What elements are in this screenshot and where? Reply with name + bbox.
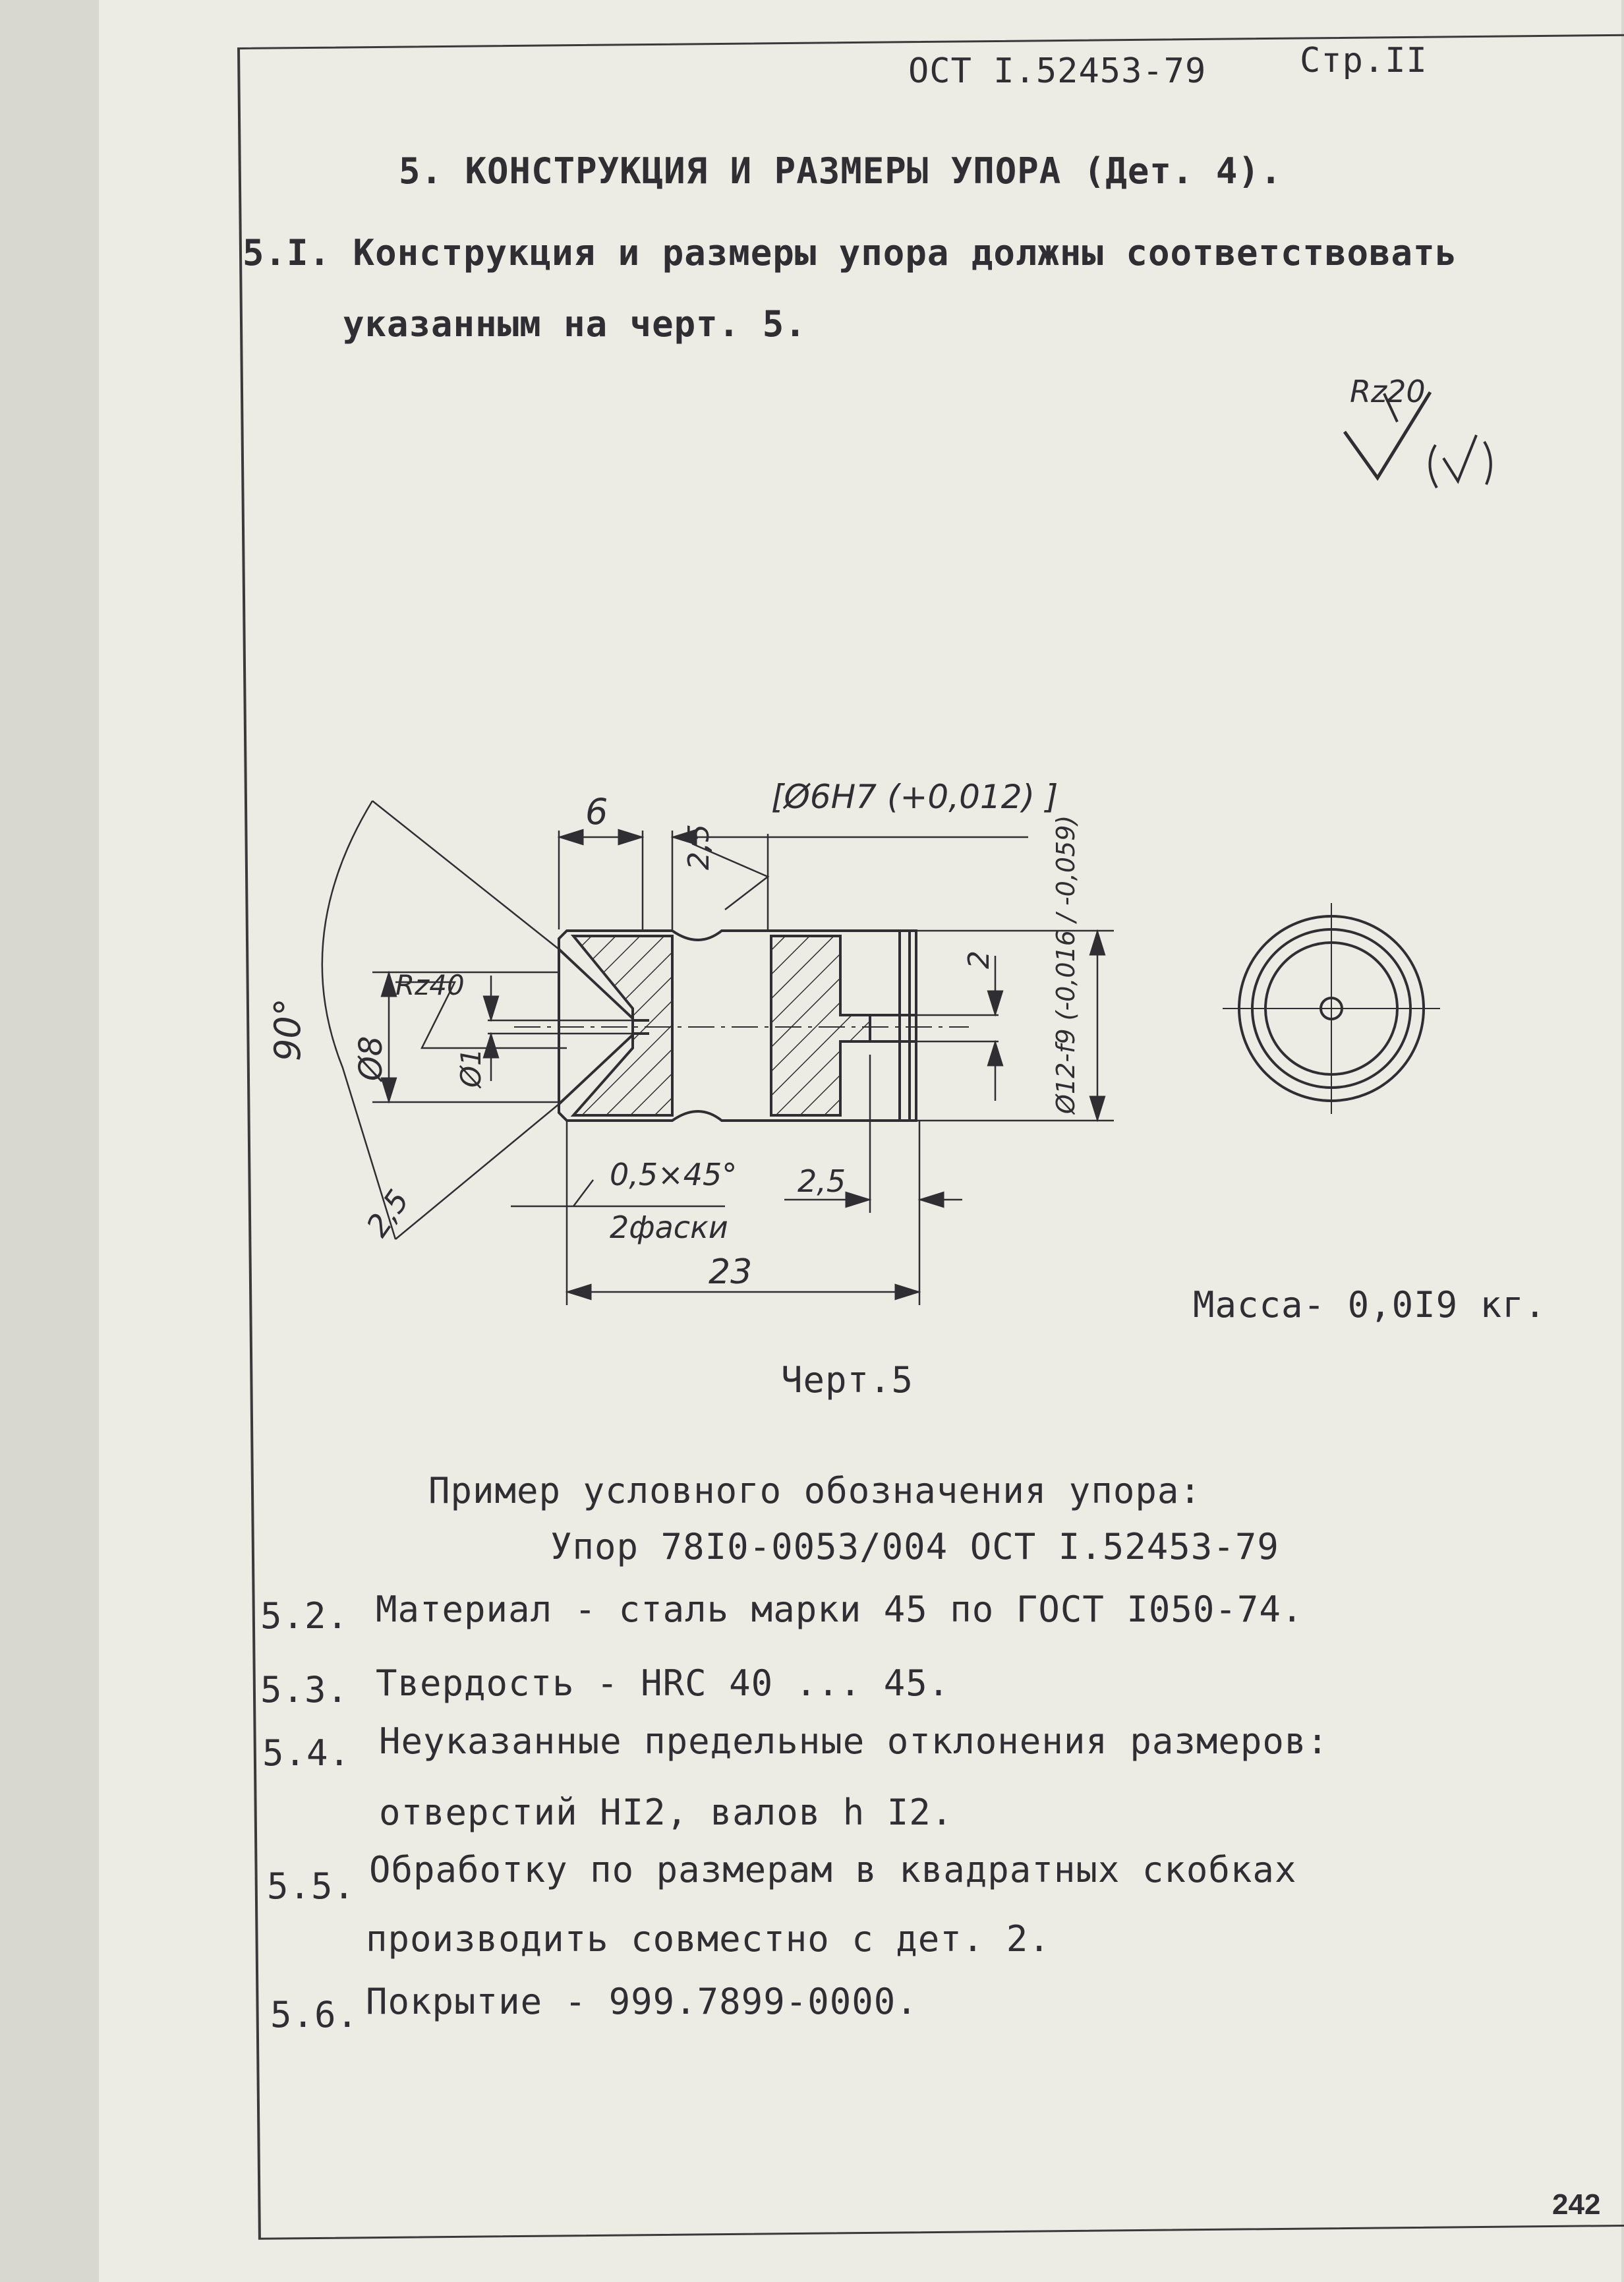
item-5-1-line2: указанным на черт. 5.: [343, 303, 807, 345]
section-title: 5. КОНСТРУКЦИЯ И РАЗМЕРЫ УПОРА (Дет. 4).: [399, 150, 1283, 192]
page-number: 242: [1552, 2188, 1601, 2221]
item-5-4-text: Неуказанные предельные отклонения размеров:: [379, 1720, 1329, 1762]
dim-90-deg: 90°: [267, 998, 308, 1061]
item-5-6-num: 5.6.: [270, 1994, 359, 2035]
roughness-value: Rz20: [1350, 374, 1426, 409]
dim-d12: Ø12-f9 (-0,016 / -0,059): [1051, 815, 1080, 1114]
item-5-4-cont: отверстий НI2, валов h I2.: [379, 1792, 954, 1833]
dim-d8: Ø8: [353, 1036, 390, 1081]
chamfer-count: 2фаски: [610, 1210, 728, 1245]
item-5-2-num: 5.2.: [260, 1595, 349, 1637]
standard-number: ОСТ I.52453-79: [908, 51, 1207, 91]
item-5-3-text: Твердость - HRC 40 ... 45.: [376, 1662, 950, 1704]
dim-fit: [Ø6Н7 (+0,012) ]: [771, 778, 1058, 816]
dim-d1: Ø1: [455, 1048, 487, 1088]
item-5-1-line1: 5.I. Конструкция и размеры упора должны соответствовать: [243, 232, 1458, 274]
item-5-6-text: Покрытие - 999.7899-0000.: [366, 1981, 918, 2022]
dim-6: 6: [585, 791, 608, 833]
dim-23: 23: [709, 1252, 753, 1292]
roughness-rz40: Rz40: [395, 969, 465, 1001]
page-label: Стр.II: [1300, 41, 1428, 80]
mass-label: Масса- 0,0I9 кг.: [1193, 1284, 1547, 1326]
dim-2-5-angle: 2,5: [359, 1183, 417, 1243]
dim-2-5-bottom: 2,5: [798, 1163, 846, 1199]
example-title: Пример условного обозначения упора:: [428, 1470, 1202, 1511]
item-5-2-text: Материал - сталь марки 45 по ГОСТ I050-74.: [376, 1589, 1304, 1630]
item-5-5-cont: производить совместно с дет. 2.: [366, 1918, 1051, 1960]
part-section-view: [559, 931, 916, 1121]
item-5-5-num: 5.5.: [267, 1865, 356, 1907]
dim-2-5-top: 2,5: [682, 824, 716, 870]
example-designation: Упор 78I0-0053/004 ОСТ I.52453-79: [550, 1526, 1279, 1567]
drawing-caption: Черт.5: [781, 1359, 914, 1401]
item-5-3-num: 5.3.: [260, 1669, 349, 1711]
chamfer-size: 0,5×45°: [610, 1157, 738, 1192]
part-end-view: [1223, 903, 1440, 1114]
dim-2: 2: [962, 951, 996, 969]
item-5-5-text: Обработку по размерам в квадратных скобках: [369, 1849, 1297, 1890]
item-5-4-num: 5.4.: [262, 1732, 351, 1774]
